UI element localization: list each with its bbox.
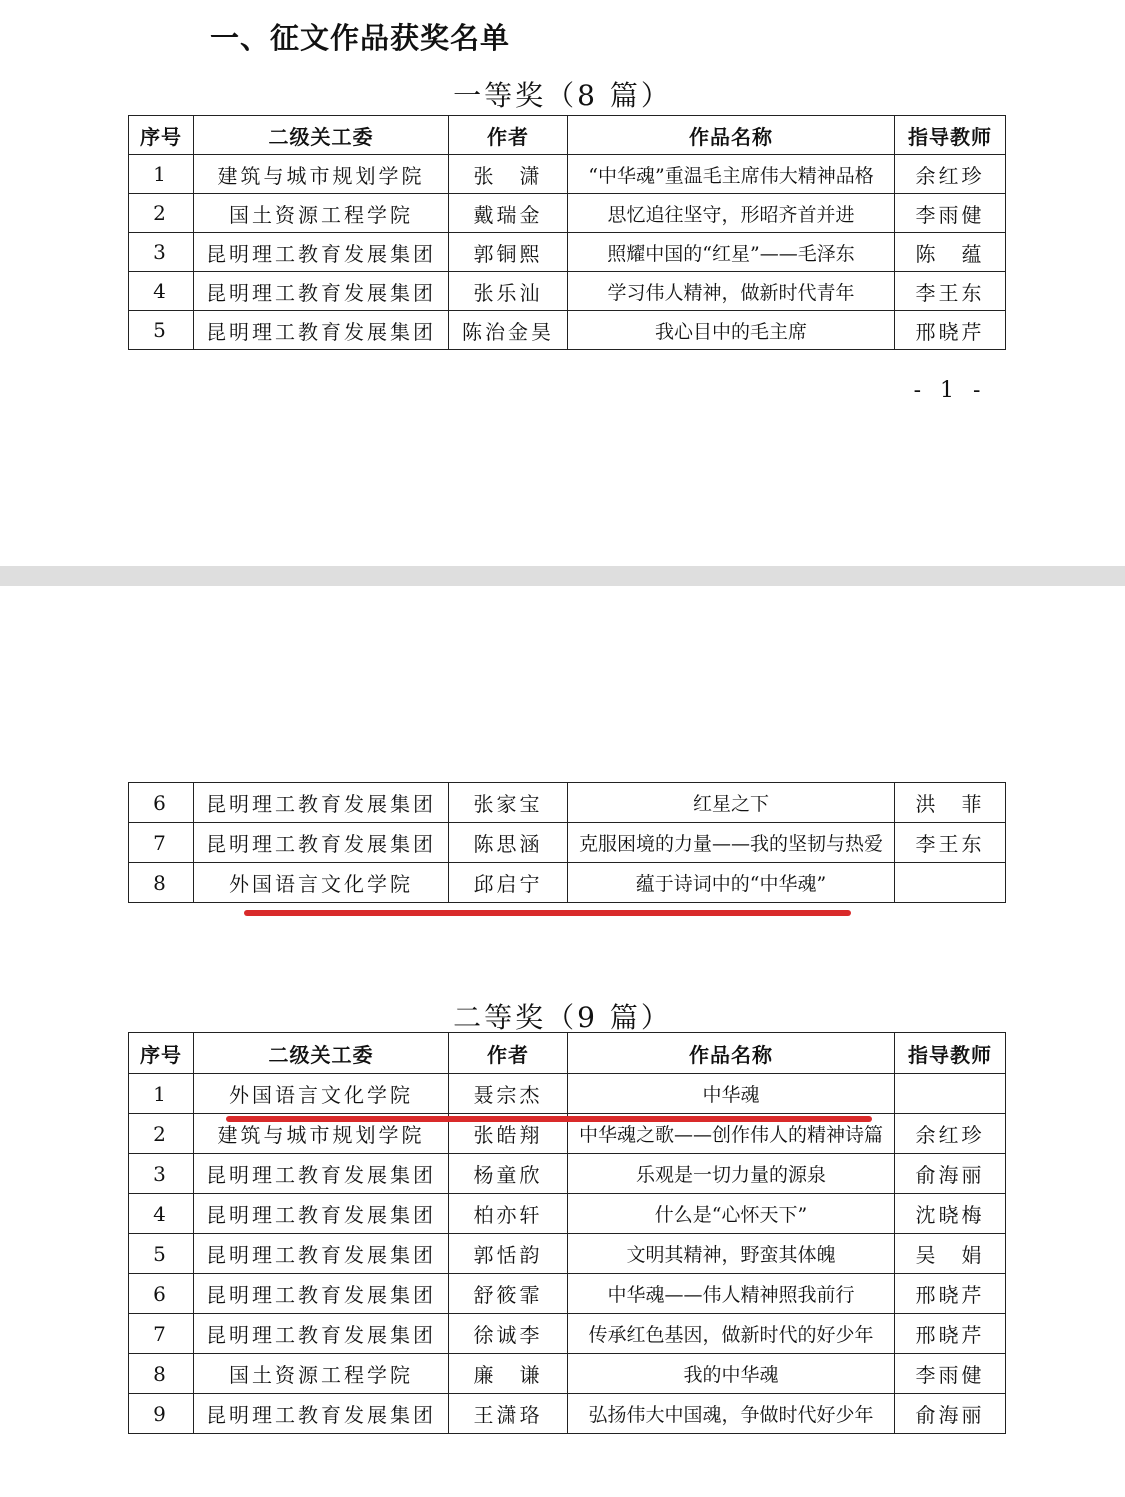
table-row <box>129 1194 1006 1234</box>
header-no: 序号 <box>129 1033 194 1074</box>
row-number: 2 <box>129 1114 194 1154</box>
work-title: 中华魂之歌——创作伟人的精神诗篇 <box>568 1114 895 1154</box>
unit-name: 昆明理工教育发展集团 <box>194 783 449 823</box>
table-row <box>129 1154 1006 1194</box>
row-number: 4 <box>129 1194 194 1234</box>
teacher-name: 邢晓芹 <box>895 1274 1006 1314</box>
unit-name: 昆明理工教育发展集团 <box>194 823 449 863</box>
unit-name: 国土资源工程学院 <box>194 194 449 233</box>
table-row <box>129 272 1006 311</box>
table-row <box>129 1234 1006 1274</box>
header-unit: 二级关工委 <box>194 116 449 155</box>
work-title: 中华魂 <box>568 1074 895 1114</box>
work-title: 照耀中国的“红星”——毛泽东 <box>568 233 895 272</box>
document-page-1 <box>0 0 1125 566</box>
work-title: “中华魂”重温毛主席伟大精神品格 <box>568 155 895 194</box>
row-number: 1 <box>129 1074 194 1114</box>
teacher-name: 李雨健 <box>895 1354 1006 1394</box>
author-name: 郭恬韵 <box>449 1234 568 1274</box>
work-title: 弘扬伟大中国魂，争做时代好少年 <box>568 1394 895 1434</box>
red-highlight-underline-2 <box>226 1116 872 1122</box>
row-number: 5 <box>129 311 194 350</box>
document-page-2 <box>0 586 1125 1497</box>
unit-name: 昆明理工教育发展集团 <box>194 1314 449 1354</box>
row-number: 7 <box>129 1314 194 1354</box>
teacher-name: 吴 娟 <box>895 1234 1006 1274</box>
teacher-name: 邢晓芹 <box>895 1314 1006 1354</box>
teacher-name <box>895 863 1006 903</box>
work-title: 什么是“心怀天下” <box>568 1194 895 1234</box>
row-number: 5 <box>129 1234 194 1274</box>
unit-name: 昆明理工教育发展集团 <box>194 1234 449 1274</box>
table-row <box>129 1074 1006 1114</box>
table-row <box>129 155 1006 194</box>
work-title: 乐观是一切力量的源泉 <box>568 1154 895 1194</box>
teacher-name: 俞海丽 <box>895 1394 1006 1434</box>
header-author: 作者 <box>449 116 568 155</box>
table-header-row <box>129 116 1006 155</box>
table-header-row <box>129 1033 1006 1074</box>
unit-name: 昆明理工教育发展集团 <box>194 272 449 311</box>
row-number: 9 <box>129 1394 194 1434</box>
unit-name: 昆明理工教育发展集团 <box>194 233 449 272</box>
teacher-name <box>895 1074 1006 1114</box>
author-name: 张皓翔 <box>449 1114 568 1154</box>
header-author: 作者 <box>449 1033 568 1074</box>
unit-name: 建筑与城市规划学院 <box>194 155 449 194</box>
author-name: 陈治金昊 <box>449 311 568 350</box>
author-name: 舒筱霏 <box>449 1274 568 1314</box>
work-title: 思忆追往坚守，形昭齐首并进 <box>568 194 895 233</box>
row-number: 6 <box>129 783 194 823</box>
table-row <box>129 194 1006 233</box>
author-name: 王潇珞 <box>449 1394 568 1434</box>
author-name: 戴瑞金 <box>449 194 568 233</box>
author-name: 杨童欣 <box>449 1154 568 1194</box>
work-title: 蕴于诗词中的“中华魂” <box>568 863 895 903</box>
row-number: 8 <box>129 1354 194 1394</box>
unit-name: 国土资源工程学院 <box>194 1354 449 1394</box>
row-number: 3 <box>129 1154 194 1194</box>
page-number: - 1 - <box>913 378 987 403</box>
author-name: 徐诚李 <box>449 1314 568 1354</box>
unit-name: 外国语言文化学院 <box>194 1074 449 1114</box>
table-row <box>129 783 1006 823</box>
header-no: 序号 <box>129 116 194 155</box>
work-title: 中华魂——伟人精神照我前行 <box>568 1274 895 1314</box>
table-row <box>129 1314 1006 1354</box>
work-title: 我心目中的毛主席 <box>568 311 895 350</box>
unit-name: 昆明理工教育发展集团 <box>194 1154 449 1194</box>
teacher-name: 陈 蕴 <box>895 233 1006 272</box>
work-title: 红星之下 <box>568 783 895 823</box>
table-row <box>129 233 1006 272</box>
unit-name: 建筑与城市规划学院 <box>194 1114 449 1154</box>
teacher-name: 邢晓芹 <box>895 311 1006 350</box>
unit-name: 外国语言文化学院 <box>194 863 449 903</box>
second-prize-table <box>128 1032 1006 1434</box>
first-prize-table-part2 <box>128 782 1006 903</box>
author-name: 张 潇 <box>449 155 568 194</box>
header-work: 作品名称 <box>568 116 895 155</box>
author-name: 柏亦轩 <box>449 1194 568 1234</box>
header-work: 作品名称 <box>568 1033 895 1074</box>
teacher-name: 沈晓梅 <box>895 1194 1006 1234</box>
red-highlight-underline-1 <box>244 910 851 916</box>
row-number: 3 <box>129 233 194 272</box>
table-row <box>129 311 1006 350</box>
unit-name: 昆明理工教育发展集团 <box>194 1274 449 1314</box>
first-prize-title: 一等奖（8 篇） <box>453 79 672 112</box>
header-unit: 二级关工委 <box>194 1033 449 1074</box>
teacher-name: 余红珍 <box>895 1114 1006 1154</box>
table-row <box>129 1394 1006 1434</box>
work-title: 传承红色基因，做新时代的好少年 <box>568 1314 895 1354</box>
first-prize-table-part1 <box>128 115 1006 350</box>
author-name: 张家宝 <box>449 783 568 823</box>
teacher-name: 洪 菲 <box>895 783 1006 823</box>
teacher-name: 李王东 <box>895 823 1006 863</box>
row-number: 7 <box>129 823 194 863</box>
teacher-name: 余红珍 <box>895 155 1006 194</box>
author-name: 聂宗杰 <box>449 1074 568 1114</box>
table-row <box>129 1274 1006 1314</box>
work-title: 文明其精神，野蛮其体魄 <box>568 1234 895 1274</box>
teacher-name: 李雨健 <box>895 194 1006 233</box>
author-name: 陈思涵 <box>449 823 568 863</box>
row-number: 2 <box>129 194 194 233</box>
table-row <box>129 1354 1006 1394</box>
row-number: 4 <box>129 272 194 311</box>
teacher-name: 俞海丽 <box>895 1154 1006 1194</box>
unit-name: 昆明理工教育发展集团 <box>194 1194 449 1234</box>
work-title: 我的中华魂 <box>568 1354 895 1394</box>
unit-name: 昆明理工教育发展集团 <box>194 311 449 350</box>
work-title: 克服困境的力量——我的坚韧与热爱 <box>568 823 895 863</box>
table-row <box>129 863 1006 903</box>
author-name: 郭铜熙 <box>449 233 568 272</box>
row-number: 1 <box>129 155 194 194</box>
work-title: 学习伟人精神，做新时代青年 <box>568 272 895 311</box>
second-prize-title: 二等奖（9 篇） <box>453 1001 672 1034</box>
section-heading: 一、征文作品获奖名单 <box>210 21 511 55</box>
author-name: 廉 谦 <box>449 1354 568 1394</box>
author-name: 张乐汕 <box>449 272 568 311</box>
teacher-name: 李王东 <box>895 272 1006 311</box>
header-teacher: 指导教师 <box>895 116 1006 155</box>
row-number: 6 <box>129 1274 194 1314</box>
table-row <box>129 823 1006 863</box>
row-number: 8 <box>129 863 194 903</box>
author-name: 邱启宁 <box>449 863 568 903</box>
unit-name: 昆明理工教育发展集团 <box>194 1394 449 1434</box>
header-teacher: 指导教师 <box>895 1033 1006 1074</box>
